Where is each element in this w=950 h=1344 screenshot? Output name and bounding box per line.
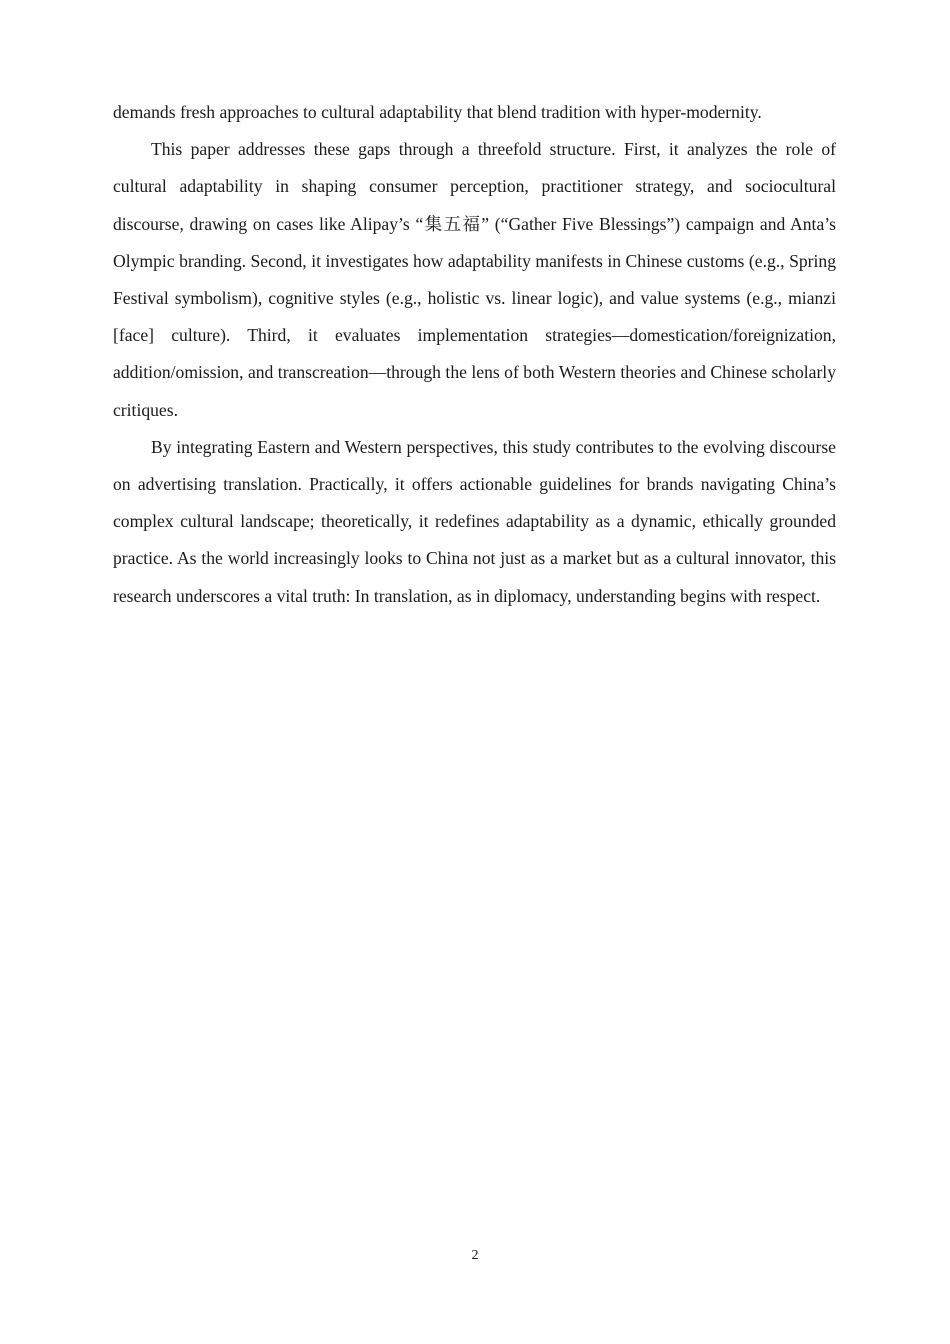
body-text	[113, 94, 836, 615]
paragraph-continuation: demands fresh approaches to cultural adaptability that blend tradition with hyper-modernity.	[113, 102, 762, 122]
paragraph-structure: This paper addresses these gaps through a threefold structure. First, it analyzes the role of cultural adaptability in shaping consumer perception, practitioner strategy, and sociocultural discourse, drawing on cases like Alipay’s “集五福” (“Gather Five Blessings”) campaign and Anta’s Olympic branding. Second, it investigates how adaptability manifests in Chinese customs (e.g., Spring Festival symbolism), cognitive styles (e.g., holistic vs. linear logic), and value systems (e.g., mianzi [face] culture). Third, it evaluates implementation strategies—domestication/foreignization, addition/omission, and transcreation—through the lens of both Western theories and Chinese scholarly critiques.	[113, 139, 836, 420]
paragraph-contribution: By integrating Eastern and Western perspectives, this study contributes to the evolving discourse on advertising translation. Practically, it offers actionable guidelines for brands navigating China’s complex cultural landscape; theoretically, it redefines adaptability as a dynamic, ethically grounded practice. As the world increasingly looks to China not just as a market but as a cultural innovator, this research underscores a vital truth: In translation, as in diplomacy, understanding begins with respect.	[113, 436, 836, 606]
page-number: 2	[471, 1248, 479, 1263]
